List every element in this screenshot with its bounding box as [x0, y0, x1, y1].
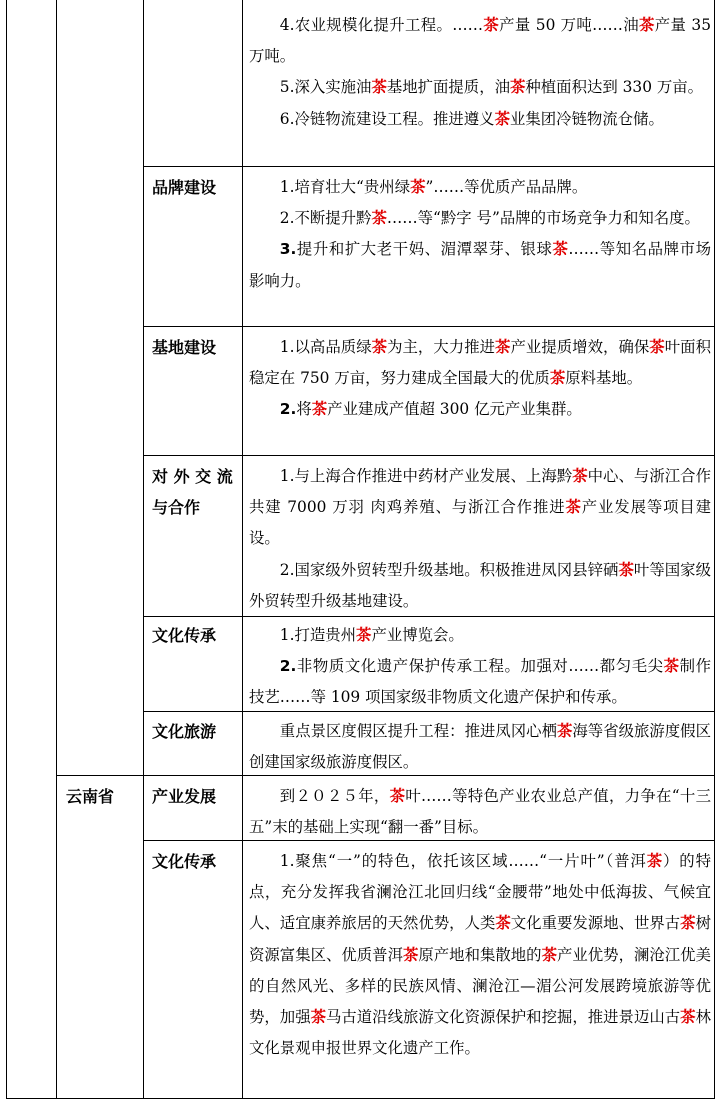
tea-keyword: 茶 [680, 914, 696, 933]
text-run: 产业优势，澜沧江优美的自然风光、多样的民族风情、澜沧江—湄公河发展跨境旅游等优势，加强 [249, 945, 711, 1027]
tea-keyword: 茶 [495, 338, 511, 356]
tea-keyword: 茶 [410, 178, 426, 196]
text-run: 原料基地。 [565, 369, 643, 388]
category-label: 产业发展 [152, 787, 217, 806]
text-run: 到２０２５年， [279, 787, 390, 805]
content-cell-top [249, 10, 711, 135]
text-run: 文化重要发源地、世界古 [510, 914, 681, 933]
text-run: 非物质文化遗产保护传承工程。加强对……都匀毛尖 [296, 657, 664, 676]
text-run: 基地扩面提质，油 [386, 78, 510, 97]
table-border-right [714, 0, 715, 1098]
text-run: 马古道沿线旅游文化资源保护和挖掘，推进景迈山古 [326, 1008, 681, 1027]
tea-keyword: 茶 [389, 787, 406, 805]
text-run: 产业发展等项目建设。 [249, 498, 711, 548]
tea-keyword: 茶 [371, 209, 387, 228]
tea-keyword: 茶 [311, 400, 328, 419]
paragraph [249, 203, 711, 234]
text-run: 2.国家级外贸转型升级基地。积极推进凤冈县锌硒 [279, 560, 619, 579]
paragraph [249, 332, 711, 394]
row-divider [143, 326, 715, 327]
text-run: 1.以高品质绿 [279, 338, 372, 356]
content-cell-base [249, 332, 711, 426]
content-cell-yn-culture [249, 846, 711, 1064]
table-border-left [6, 0, 7, 1098]
text-run: 树资源富集区、优质普洱 [249, 914, 711, 964]
category-label: 文化传承 [152, 626, 217, 645]
text-run: 叶等国家级外贸转型升级基地建设。 [249, 560, 711, 610]
category-label [152, 461, 233, 523]
content-cell-brand [249, 172, 711, 297]
tea-keyword: 茶 [482, 16, 500, 34]
paragraph [249, 620, 711, 651]
text-run: 中心、与浙江合作共建 7000 万羽 肉鸡养殖、与浙江合作推进 [249, 467, 711, 517]
paragraph [249, 234, 711, 296]
tea-keyword: 茶 [549, 369, 566, 388]
tea-keyword: 茶 [371, 78, 387, 97]
paragraph [249, 716, 711, 778]
tea-keyword: 茶 [509, 78, 526, 97]
text-run: 叶……等特色产业农业总产值，力争在“十三五”末的基础上实现“翻一番”目标。 [249, 787, 711, 837]
paragraph [249, 461, 711, 555]
text-run: 5.深入实施油 [279, 78, 372, 97]
text-run: 1.打造贵州 [279, 626, 357, 644]
text-run: 林文化景观申报世界文化遗产工作。 [249, 1008, 711, 1058]
text-run: ……等知名品牌市场影响力。 [249, 240, 711, 290]
text-run: 2.不断提升黔 [279, 209, 372, 228]
text-run: ”……等优质产品品牌。 [425, 178, 588, 196]
content-cell-yn-industry [249, 781, 711, 843]
category-label: 文化传承 [152, 852, 217, 871]
text-run: 叶面积稳定在 750 万亩，努力建成全国最大的优质 [249, 338, 711, 388]
content-cell-culture [249, 620, 711, 714]
text-run: 原产地和集散地的 [418, 945, 542, 964]
text-run: 4.农业规模化提升工程。…… [279, 16, 483, 34]
table-column-divider-1 [56, 0, 57, 1098]
paragraph [249, 104, 711, 135]
item-number: 2. [279, 657, 297, 676]
tea-keyword: 茶 [565, 498, 582, 517]
paragraph [249, 394, 711, 425]
paragraph [249, 72, 711, 103]
paragraph [249, 651, 711, 713]
table-column-divider-2 [143, 0, 144, 1098]
text-run: 1.与上海合作推进中药材产业发展、上海黔 [279, 467, 573, 485]
tea-keyword: 茶 [680, 1008, 696, 1027]
text-run: 种植面积达到 330 万亩。 [525, 78, 704, 97]
tea-keyword: 茶 [663, 657, 680, 676]
content-cell-exchange [249, 461, 711, 617]
text-run: 1.聚焦“一”的特色，依托该区域……“一片叶”（普洱 [279, 852, 647, 870]
tea-keyword: 茶 [494, 109, 510, 128]
text-run: 产量 50 万吨……油 [499, 16, 639, 34]
text-run: 6.冷链物流建设工程。推进遵义 [279, 109, 495, 128]
tea-keyword: 茶 [649, 338, 665, 356]
text-run: ）的特点，充分发挥我省澜沧江北回归线“金腰带”地处中低海拔、气候宜人、适宜康养旅居的天然优势，人类 [249, 852, 711, 933]
text-run: 产业建成产值超 300 亿元产业集群。 [327, 400, 582, 419]
text-run: 业集团冷链物流仓储。 [509, 109, 664, 128]
tea-keyword: 茶 [356, 626, 372, 644]
tea-keyword: 茶 [646, 852, 663, 870]
tea-keyword: 茶 [495, 914, 511, 933]
text-run: 提升和扩大老干妈、湄潭翠芽、银球 [296, 240, 553, 259]
item-number: 3. [279, 240, 297, 259]
paragraph [249, 10, 711, 72]
text-run: 产量 35 万吨。 [249, 16, 711, 66]
table-border-bottom [6, 1098, 715, 1099]
text-run: 海等省级旅游度假区创建国家级旅游度假区。 [249, 722, 711, 772]
row-divider [143, 166, 715, 167]
row-divider [143, 455, 715, 456]
text-run: 产业博览会。 [371, 626, 464, 644]
text-run: 将 [296, 400, 312, 419]
category-label-line: 与合作 [152, 498, 201, 517]
text-run: 制作技艺……等 109 项国家级非物质文化遗产保护和传承。 [249, 657, 711, 707]
tea-keyword: 茶 [638, 16, 655, 34]
tea-keyword: 茶 [371, 338, 388, 356]
table-column-divider-3 [242, 0, 243, 1098]
category-label: 文化旅游 [152, 722, 217, 741]
tea-keyword: 茶 [552, 240, 569, 259]
text-run: 1.培育壮大“贵州绿 [279, 178, 411, 196]
category-label: 基地建设 [152, 338, 217, 357]
item-number: 2. [279, 400, 297, 419]
tea-keyword: 茶 [402, 945, 419, 964]
tea-keyword: 茶 [572, 467, 588, 485]
text-run: 重点景区度假区提升工程：推进凤冈心栖 [279, 722, 557, 740]
tea-keyword: 茶 [556, 722, 573, 740]
content-cell-tourism [249, 716, 711, 778]
paragraph [249, 172, 711, 203]
paragraph [249, 555, 711, 617]
tea-keyword: 茶 [541, 945, 557, 964]
text-run: 产业提质增效，确保 [510, 338, 650, 356]
province-label: 云南省 [66, 787, 115, 806]
tea-keyword: 茶 [310, 1008, 326, 1027]
category-label-line: 对 外 交 流 [152, 467, 233, 486]
text-run: ……等“黔字 号”品牌的市场竞争力和知名度。 [386, 209, 700, 228]
tea-keyword: 茶 [618, 560, 634, 579]
paragraph [249, 781, 711, 843]
category-label: 品牌建设 [152, 178, 217, 197]
paragraph [249, 846, 711, 1064]
text-run: 为主，大力推进 [387, 338, 496, 356]
